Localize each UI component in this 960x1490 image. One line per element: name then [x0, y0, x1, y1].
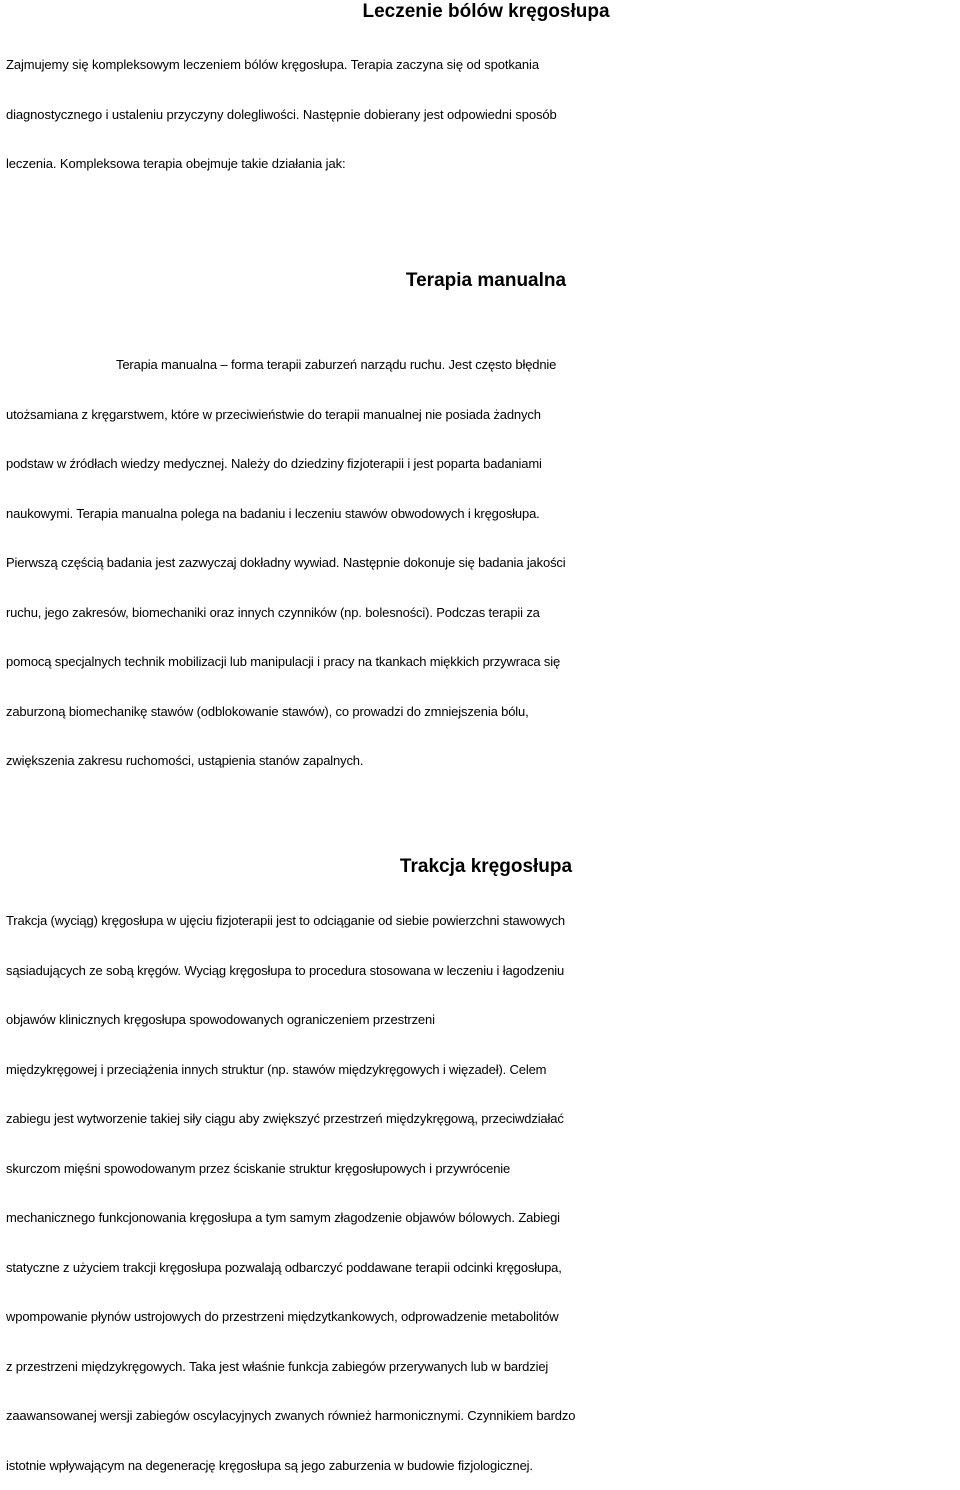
paragraph-line: zaburzoną biomechanikę stawów (odblokowanie stawów), co prowadzi do zmniejszenia bólu, [6, 687, 960, 737]
paragraph-line: zwiększenia zakresu ruchomości, ustąpienia stanów zapalnych. [6, 736, 960, 786]
paragraph-line: statyczne z użyciem trakcji kręgosłupa pozwalają odbarczyć poddawane terapii odcinki kręgosłupa, [6, 1243, 960, 1293]
paragraph-line: utożsamiana z kręgarstwem, które w przeciwieństwie do terapii manualnej nie posiada żadnych [6, 390, 960, 440]
paragraph-line: podstaw w źródłach wiedzy medycznej. Należy do dziedziny fizjoterapii i jest poparta badaniami [6, 439, 960, 489]
intro-line: Zajmujemy się kompleksowym leczeniem bólów kręgosłupa. Terapia zaczyna się od spotkania [6, 40, 960, 90]
paragraph-line-text: Terapia manualna – forma terapii zaburzeń narządu ruchu. Jest często błędnie [116, 357, 556, 372]
paragraph-line: z przestrzeni międzykręgowych. Taka jest właśnie funkcja zabiegów przerywanych lub w bardziej [6, 1342, 960, 1392]
paragraph-line: mechanicznego funkcjonowania kręgosłupa a tym samym złagodzenie objawów bólowych. Zabiegi [6, 1193, 960, 1243]
paragraph-line: sąsiadujących ze sobą kręgów. Wyciąg kręgosłupa to procedura stosowana w leczeniu i łagodzeniu [6, 946, 960, 996]
terapia-manualna-paragraph [6, 340, 960, 786]
intro-line: leczenia. Kompleksowa terapia obejmuje takie działania jak: [6, 139, 960, 189]
intro-line: diagnostycznego i ustaleniu przyczyny dolegliwości. Następnie dobierany jest odpowiedni sposób [6, 90, 960, 140]
document-title: Leczenie bólów kręgosłupa [0, 0, 960, 24]
paragraph-line: wpompowanie płynów ustrojowych do przestrzeni międzytkankowych, odprowadzenie metabolitów [6, 1292, 960, 1342]
paragraph-line: istotnie wpływającym na degenerację kręgosłupa są jego zaburzenia w budowie fizjologicznej. [6, 1441, 960, 1490]
paragraph-line: objawów klinicznych kręgosłupa spowodowanych ograniczeniem przestrzeni [6, 995, 960, 1045]
section-heading-terapia-manualna: Terapia manualna [0, 269, 960, 293]
paragraph-line: międzykręgowej i przeciążenia innych struktur (np. stawów międzykręgowych i więzadeł). Celem [6, 1045, 960, 1095]
paragraph-line: pomocą specjalnych technik mobilizacji lub manipulacji i pracy na tkankach miękkich przywraca się [6, 637, 960, 687]
paragraph-line: Trakcja (wyciąg) kręgosłupa w ujęciu fizjoterapii jest to odciąganie od siebie powierzchni stawowych [6, 896, 960, 946]
paragraph-line [6, 340, 960, 390]
paragraph-line: ruchu, jego zakresów, biomechaniki oraz innych czynników (np. bolesności). Podczas terapii za [6, 588, 960, 638]
paragraph-line: skurczom mięśni spowodowanym przez ściskanie struktur kręgosłupowych i przywrócenie [6, 1144, 960, 1194]
paragraph-line: Pierwszą częścią badania jest zazwyczaj dokładny wywiad. Następnie dokonuje się badania jakości [6, 538, 960, 588]
paragraph-line: zabiegu jest wytworzenie takiej siły ciągu aby zwiększyć przestrzeń międzykręgową, przeciwdziałać [6, 1094, 960, 1144]
trakcja-paragraph [6, 896, 960, 1490]
section-heading-trakcja-kregoslupa: Trakcja kręgosłupa [0, 855, 960, 879]
intro-paragraph [6, 40, 960, 189]
paragraph-line: naukowymi. Terapia manualna polega na badaniu i leczeniu stawów obwodowych i kręgosłupa. [6, 489, 960, 539]
paragraph-line: zaawansowanej wersji zabiegów oscylacyjnych zwanych również harmonicznymi. Czynnikiem bardzo [6, 1391, 960, 1441]
